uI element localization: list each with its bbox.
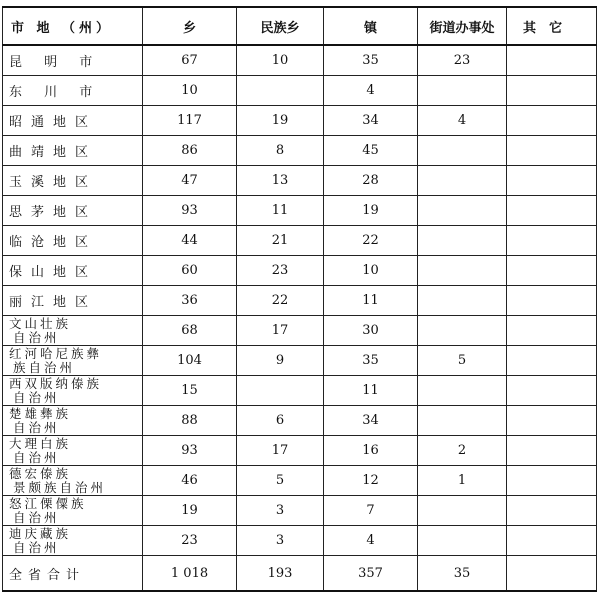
cell-jiedao bbox=[418, 286, 507, 316]
cell-other bbox=[507, 76, 597, 106]
table-body bbox=[3, 45, 597, 591]
header-xiang: 乡 bbox=[143, 7, 237, 45]
region-name-cell bbox=[3, 226, 143, 256]
township-table bbox=[2, 6, 597, 592]
region-name: 丽江地区 bbox=[9, 295, 98, 310]
region-name-line2: 自治州 bbox=[13, 509, 60, 525]
table-row bbox=[3, 286, 597, 316]
cell-jiedao bbox=[418, 166, 507, 196]
cell-jiedao bbox=[418, 316, 507, 346]
region-name-line2: 自治州 bbox=[13, 419, 60, 435]
region-name: 玉溪地区 bbox=[9, 175, 98, 190]
cell-other bbox=[507, 166, 597, 196]
cell-minzu: 19 bbox=[237, 106, 324, 136]
region-name-line1: 迪庆藏族 bbox=[9, 525, 72, 541]
region-name-line1: 楚雄彝族 bbox=[9, 405, 72, 421]
cell-other bbox=[507, 136, 597, 166]
cell-xiang: 10 bbox=[143, 76, 237, 106]
table-row bbox=[3, 316, 597, 346]
cell-minzu bbox=[237, 76, 324, 106]
region-name-cell bbox=[3, 286, 143, 316]
region-name-line1: 怒江傈僳族 bbox=[9, 495, 87, 511]
region-name-cell bbox=[3, 166, 143, 196]
region-name-line2: 自治州 bbox=[13, 449, 60, 465]
cell-minzu: 6 bbox=[237, 406, 324, 436]
cell-zhen: 35 bbox=[324, 346, 418, 376]
region-name-cell bbox=[3, 106, 143, 136]
table-row bbox=[3, 526, 597, 556]
region-name-line2: 族自治州 bbox=[13, 359, 76, 375]
table-row bbox=[3, 256, 597, 286]
cell-minzu: 13 bbox=[237, 166, 324, 196]
cell-other bbox=[507, 286, 597, 316]
cell-zhen: 11 bbox=[324, 286, 418, 316]
cell-minzu: 21 bbox=[237, 226, 324, 256]
table-row bbox=[3, 196, 597, 226]
cell-xiang: 67 bbox=[143, 45, 237, 76]
cell-jiedao: 23 bbox=[418, 45, 507, 76]
cell-minzu: 9 bbox=[237, 346, 324, 376]
cell-other bbox=[507, 196, 597, 226]
region-name-cell bbox=[3, 526, 143, 556]
cell-xiang: 36 bbox=[143, 286, 237, 316]
cell-jiedao bbox=[418, 256, 507, 286]
header-other: 其 它 bbox=[507, 7, 597, 45]
region-name-line1: 西双版纳傣族 bbox=[9, 375, 103, 391]
cell-minzu: 10 bbox=[237, 45, 324, 76]
region-name-cell bbox=[3, 436, 143, 466]
cell-zhen: 34 bbox=[324, 106, 418, 136]
cell-other bbox=[507, 406, 597, 436]
cell-zhen: 11 bbox=[324, 376, 418, 406]
cell-zhen: 30 bbox=[324, 316, 418, 346]
cell-jiedao: 4 bbox=[418, 106, 507, 136]
region-name-line2: 景颇族自治州 bbox=[13, 479, 107, 495]
header-jiedao: 街道办事处 bbox=[418, 7, 507, 45]
cell-zhen: 4 bbox=[324, 526, 418, 556]
cell-xiang: 88 bbox=[143, 406, 237, 436]
cell-xiang: 19 bbox=[143, 496, 237, 526]
cell-minzu: 17 bbox=[237, 436, 324, 466]
cell-jiedao bbox=[418, 226, 507, 256]
table-row bbox=[3, 466, 597, 496]
cell-xiang: 23 bbox=[143, 526, 237, 556]
region-name-line2: 自治州 bbox=[13, 389, 60, 405]
cell-xiang: 46 bbox=[143, 466, 237, 496]
table-row bbox=[3, 45, 597, 76]
cell-jiedao bbox=[418, 406, 507, 436]
region-name: 临沧地区 bbox=[9, 235, 98, 250]
cell-xiang: 93 bbox=[143, 436, 237, 466]
cell-jiedao bbox=[418, 376, 507, 406]
table-header bbox=[3, 7, 597, 45]
region-name: 昭通地区 bbox=[9, 115, 98, 130]
header-minzu-xiang: 民族乡 bbox=[237, 7, 324, 45]
cell-xiang: 93 bbox=[143, 196, 237, 226]
total-xiang: 1 018 bbox=[143, 556, 237, 592]
cell-zhen: 34 bbox=[324, 406, 418, 436]
cell-minzu: 3 bbox=[237, 496, 324, 526]
total-other bbox=[507, 556, 597, 592]
region-name-cell bbox=[3, 466, 143, 496]
cell-zhen: 35 bbox=[324, 45, 418, 76]
region-name-line1: 红河哈尼族彝 bbox=[9, 345, 103, 361]
cell-jiedao: 5 bbox=[418, 346, 507, 376]
cell-minzu: 22 bbox=[237, 286, 324, 316]
cell-other bbox=[507, 226, 597, 256]
cell-other bbox=[507, 466, 597, 496]
table-row bbox=[3, 136, 597, 166]
cell-zhen: 19 bbox=[324, 196, 418, 226]
region-name-cell bbox=[3, 76, 143, 106]
table-row bbox=[3, 166, 597, 196]
cell-xiang: 47 bbox=[143, 166, 237, 196]
cell-other bbox=[507, 316, 597, 346]
total-jiedao: 35 bbox=[418, 556, 507, 592]
region-name-line1: 德宏傣族 bbox=[9, 465, 72, 481]
region-name-line1: 大理白族 bbox=[9, 435, 72, 451]
region-name-cell bbox=[3, 496, 143, 526]
cell-other bbox=[507, 376, 597, 406]
cell-xiang: 15 bbox=[143, 376, 237, 406]
cell-jiedao: 2 bbox=[418, 436, 507, 466]
cell-other bbox=[507, 436, 597, 466]
cell-xiang: 104 bbox=[143, 346, 237, 376]
cell-other bbox=[507, 45, 597, 76]
table-row bbox=[3, 406, 597, 436]
header-region: 市 地 （州） bbox=[3, 7, 143, 45]
total-minzu: 193 bbox=[237, 556, 324, 592]
table-row bbox=[3, 76, 597, 106]
cell-minzu: 11 bbox=[237, 196, 324, 226]
region-name-cell bbox=[3, 346, 143, 376]
cell-jiedao bbox=[418, 196, 507, 226]
cell-zhen: 12 bbox=[324, 466, 418, 496]
cell-minzu: 3 bbox=[237, 526, 324, 556]
cell-jiedao bbox=[418, 496, 507, 526]
region-name: 曲靖地区 bbox=[9, 145, 98, 160]
cell-xiang: 44 bbox=[143, 226, 237, 256]
total-row bbox=[3, 556, 597, 592]
cell-zhen: 10 bbox=[324, 256, 418, 286]
cell-minzu bbox=[237, 376, 324, 406]
cell-minzu: 8 bbox=[237, 136, 324, 166]
region-name-line2: 自治州 bbox=[13, 329, 60, 345]
region-name: 保山地区 bbox=[9, 265, 98, 280]
table-row bbox=[3, 106, 597, 136]
table-row bbox=[3, 226, 597, 256]
cell-zhen: 7 bbox=[324, 496, 418, 526]
cell-minzu: 5 bbox=[237, 466, 324, 496]
cell-zhen: 28 bbox=[324, 166, 418, 196]
cell-zhen: 22 bbox=[324, 226, 418, 256]
cell-other bbox=[507, 526, 597, 556]
cell-other bbox=[507, 346, 597, 376]
region-name-cell bbox=[3, 406, 143, 436]
region-name-line2: 自治州 bbox=[13, 539, 60, 555]
region-name-cell bbox=[3, 376, 143, 406]
region-name: 思茅地区 bbox=[9, 205, 98, 220]
cell-jiedao: 1 bbox=[418, 466, 507, 496]
cell-jiedao bbox=[418, 76, 507, 106]
cell-other bbox=[507, 496, 597, 526]
cell-jiedao bbox=[418, 526, 507, 556]
table-row bbox=[3, 436, 597, 466]
region-name-cell bbox=[3, 316, 143, 346]
region-name: 东 川 市 bbox=[9, 85, 102, 100]
table-row bbox=[3, 496, 597, 526]
table-row bbox=[3, 376, 597, 406]
region-name: 昆 明 市 bbox=[9, 55, 102, 70]
table-row bbox=[3, 346, 597, 376]
cell-minzu: 17 bbox=[237, 316, 324, 346]
cell-zhen: 4 bbox=[324, 76, 418, 106]
cell-zhen: 16 bbox=[324, 436, 418, 466]
cell-other bbox=[507, 256, 597, 286]
total-name: 全省合计 bbox=[9, 567, 86, 583]
cell-xiang: 68 bbox=[143, 316, 237, 346]
cell-xiang: 117 bbox=[143, 106, 237, 136]
region-name-cell bbox=[3, 45, 143, 76]
region-name-cell bbox=[3, 256, 143, 286]
cell-xiang: 86 bbox=[143, 136, 237, 166]
cell-jiedao bbox=[418, 136, 507, 166]
cell-xiang: 60 bbox=[143, 256, 237, 286]
cell-minzu: 23 bbox=[237, 256, 324, 286]
region-name-cell bbox=[3, 196, 143, 226]
total-zhen: 357 bbox=[324, 556, 418, 592]
region-name-cell bbox=[3, 136, 143, 166]
header-zhen: 镇 bbox=[324, 7, 418, 45]
cell-zhen: 45 bbox=[324, 136, 418, 166]
region-name-line1: 文山壮族 bbox=[9, 315, 72, 331]
total-name-cell bbox=[3, 556, 143, 592]
cell-other bbox=[507, 106, 597, 136]
